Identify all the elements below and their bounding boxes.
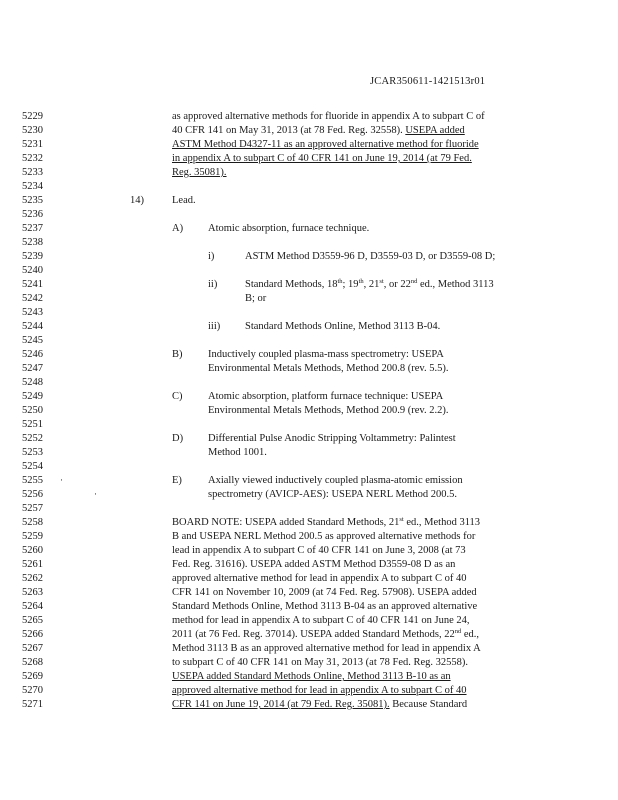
section-letter: D) (172, 433, 184, 444)
margin-mark: · (94, 489, 97, 499)
text-run: 2011 (at 76 Fed. Reg. 37014). USEPA added Standard Methods, 22 (172, 629, 455, 640)
subitem-text (245, 279, 494, 291)
page-header: JCAR350611-1421513r01 (370, 76, 486, 87)
line-number: 5261 (22, 559, 43, 570)
line-number: 5241 (22, 279, 43, 290)
line-number: 5244 (22, 321, 43, 332)
line-number: 5265 (22, 615, 43, 626)
text-run: ed., (461, 629, 480, 640)
board-note-line (172, 629, 479, 641)
line-number: 5260 (22, 545, 43, 556)
superscript: st (399, 516, 404, 523)
superscript: th (358, 278, 364, 285)
line-number: 5262 (22, 573, 43, 584)
section-title: Atomic absorption, furnace technique. (208, 223, 370, 234)
subitem-text: B; or (245, 293, 267, 304)
line-number: 5269 (22, 671, 43, 682)
line-number: 5249 (22, 391, 43, 402)
line-number: 5238 (22, 237, 43, 248)
intro-line: as approved alternative methods for fluoride in appendix A to subpart C of (172, 111, 485, 122)
intro-line (172, 125, 465, 137)
board-note-line: lead in appendix A to subpart C of 40 CFR 141 on June 3, 2008 (at 73 (172, 545, 466, 556)
inserted-line: Reg. 35081). (172, 167, 227, 178)
section-letter: A) (172, 223, 184, 234)
line-number: 5266 (22, 629, 43, 640)
line-number: 5237 (22, 223, 43, 234)
line-number: 5243 (22, 307, 43, 318)
line-number: 5252 (22, 433, 43, 444)
section-text: Axially viewed inductively coupled plasma-atomic emission (208, 475, 463, 486)
section-text: Inductively coupled plasma-mass spectrometry: USEPA (208, 349, 444, 360)
line-number: 5246 (22, 349, 43, 360)
line-number: 5235 (22, 195, 43, 206)
inserted-line: ASTM Method D4327-11 as an approved alternative method for fluoride (172, 139, 479, 150)
section-letter: B) (172, 349, 183, 360)
subitem-number: iii) (208, 321, 221, 332)
section-text: Environmental Metals Methods, Method 200.8 (rev. 5.5). (208, 363, 449, 374)
line-number: 5255 (22, 475, 43, 486)
line-number: 5251 (22, 419, 43, 430)
inserted-text: USEPA added (405, 125, 465, 136)
text-run: , or 22 (383, 279, 411, 290)
section-letter: C) (172, 391, 183, 402)
section-text: spectrometry (AVICP-AES): USEPA NERL Method 200.5. (208, 489, 457, 500)
text-run: ed., Method 3113 (403, 517, 481, 528)
margin-mark: · (60, 475, 63, 485)
board-note-line: Standard Methods Online, Method 3113 B-04 as an approved alternative (172, 601, 478, 612)
line-number: 5267 (22, 643, 43, 654)
superscript: st (379, 278, 384, 285)
line-number: 5250 (22, 405, 43, 416)
inserted-line: in appendix A to subpart C of 40 CFR 141 on June 19, 2014 (at 79 Fed. (172, 153, 472, 164)
board-note-line: to subpart C of 40 CFR 141 on May 31, 2013 (at 78 Fed. Reg. 32558). (172, 657, 469, 668)
line-number: 5271 (22, 699, 43, 710)
superscript: nd (410, 278, 418, 285)
board-note-line: approved alternative method for lead in appendix A to subpart C of 40 (172, 573, 467, 584)
line-number: 5242 (22, 293, 43, 304)
subitem-number: ii) (208, 279, 218, 290)
section-text: Differential Pulse Anodic Stripping Voltammetry: Palintest (208, 433, 456, 444)
line-number: 5233 (22, 167, 43, 178)
board-note-line: B and USEPA NERL Method 200.5 as approved alternative methods for (172, 531, 476, 542)
line-number: 5247 (22, 363, 43, 374)
line-number: 5229 (22, 111, 43, 122)
line-number: 5240 (22, 265, 43, 276)
line-number: 5231 (22, 139, 43, 150)
section-text: Atomic absorption, platform furnace technique: USEPA (208, 391, 444, 402)
line-number: 5254 (22, 461, 43, 472)
board-note-line (172, 699, 467, 711)
line-number: 5256 (22, 489, 43, 500)
board-note-line: Fed. Reg. 31616). USEPA added ASTM Method D3559-08 D as an (172, 559, 456, 570)
inserted-line: USEPA added Standard Methods Online, Method 3113 B-10 as an (172, 671, 451, 682)
board-note-line (172, 517, 480, 529)
board-note-line: Method 3113 B as an approved alternative method for lead in appendix A (172, 643, 481, 654)
text-run: Because Standard (389, 699, 468, 710)
line-number: 5245 (22, 335, 43, 346)
line-number: 5236 (22, 209, 43, 220)
line-number: 5257 (22, 503, 43, 514)
inserted-text: CFR 141 on June 19, 2014 (at 79 Fed. Reg. 35081). (172, 699, 390, 710)
board-note-line: CFR 141 on November 10, 2009 (at 74 Fed. Reg. 57908). USEPA added (172, 587, 477, 598)
line-number: 5230 (22, 125, 43, 136)
line-number: 5232 (22, 153, 43, 164)
intro-text: 40 CFR 141 on May 31, 2013 (at 78 Fed. Reg. 32558). (172, 125, 406, 136)
item-number: 14) (130, 195, 144, 206)
board-note-line: method for lead in appendix A to subpart C of 40 CFR 141 on June 24, (172, 615, 470, 626)
text-run: Standard Methods, 18 (245, 279, 338, 290)
line-number: 5239 (22, 251, 43, 262)
line-number: 5263 (22, 587, 43, 598)
line-number: 5248 (22, 377, 43, 388)
line-number: 5270 (22, 685, 43, 696)
section-text: Environmental Metals Methods, Method 200.9 (rev. 2.2). (208, 405, 449, 416)
subitem-text: Standard Methods Online, Method 3113 B-04. (245, 321, 441, 332)
line-number: 5253 (22, 447, 43, 458)
inserted-line: approved alternative method for lead in appendix A to subpart C of 40 (172, 685, 467, 696)
superscript: nd (454, 628, 462, 635)
item-title: Lead. (172, 195, 196, 206)
line-number: 5264 (22, 601, 43, 612)
text-run: ; 19 (342, 279, 359, 290)
line-number: 5234 (22, 181, 43, 192)
text-run: BOARD NOTE: USEPA added Standard Methods, 21 (172, 517, 400, 528)
superscript: th (337, 278, 343, 285)
text-run: , 21 (363, 279, 380, 290)
section-text: Method 1001. (208, 447, 267, 458)
subitem-text: ASTM Method D3559-96 D, D3559-03 D, or D3559-08 D; (245, 251, 496, 262)
section-letter: E) (172, 475, 182, 486)
line-number: 5259 (22, 531, 43, 542)
line-number: 5268 (22, 657, 43, 668)
text-run: ed., Method 3113 (417, 279, 494, 290)
line-number: 5258 (22, 517, 43, 528)
subitem-number: i) (208, 251, 215, 262)
